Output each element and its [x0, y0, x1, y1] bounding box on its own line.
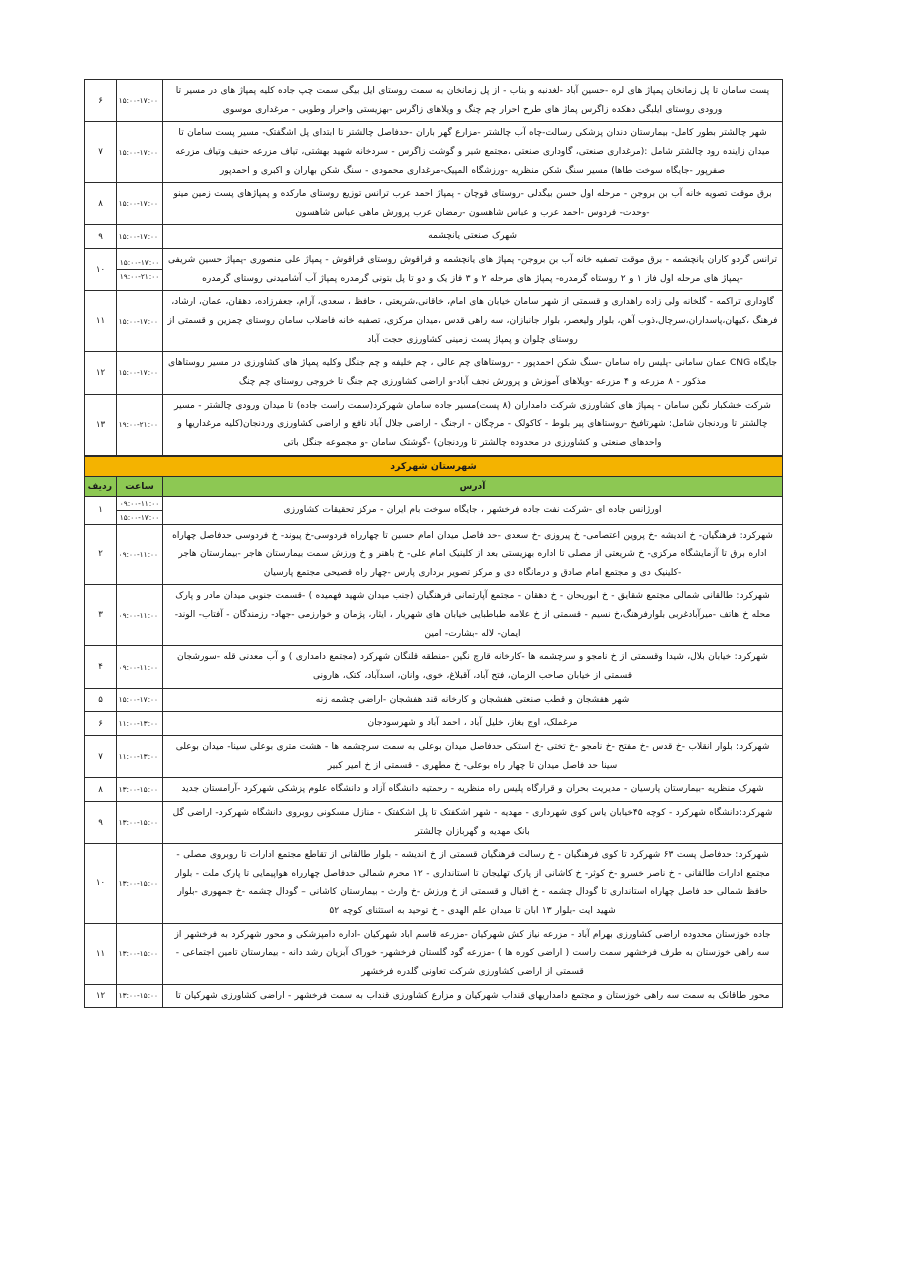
outage-address-cell: جایگاه CNG عمان سامانی -پلیس راه سامان -سنگ شکن احمدپور - -روستاهای چم عالی ، چم خلیفه و چم جنگل وکلیه پمپاژ های کشاورزی در مسیر روستاهای مذکور - ۸ مزرعه و ۴ مزرعه -ویلاهای آموزش و پرورش نجف آباد-و اراضی کشاورزی چم جنگ تا خروجی روستای چم چنگ — [163, 352, 783, 394]
outage-address-cell: شهرکرد: فرهنگیان- خ اندیشه -خ پروین اعتصامی- خ پیروزی -خ سعدی -حد فاصل میدان امام حسین تا چهارراه فردوسی-خ پیوند- خ فردوسی حدفاصل چهاراه اداره برق تا آزمایشگاه مرکزی- خ شریعتی از مصلی تا اداره بهزیستی بعد از کلینیک امام علی- خ باهنر و خ ورزش سمت بیمارستان هاجر -بیمارستان هاجر -کلینیک دی و مجتمع امام صادق و درمانگاه دی و مرکز تصویر برداری پارس -چهار راه قصیحی مجتمع پارسیان — [163, 524, 783, 585]
outage-address-cell: شرکت خشکبار نگین سامان - پمپاژ های کشاورزی شرکت دامداران (۸ پست)مسیر جاده سامان شهرکرد(سمت راست جاده) تا میدان ورودی چالشتر - مسیر چالشتر تا وردنجان شامل: شهرتافیخ -روستاهای پیر بلوط - کاکولک - مرچگان - ارجنگ - اراضی جلال آباد نافع و اراضی کشاورزی وردنجان(کلیه مرغداریها و واحدهای صنعتی و کشاورزی در محدوده چالشتر تا وردنجان) -گوشتک سامان -و مجموعه جنگل باتی — [163, 394, 783, 455]
outage-time-cell: ۱۱:۰۰-۱۳:۰۰ — [117, 735, 163, 777]
outage-address-cell: شهرک صنعتی یانچشمه — [163, 225, 783, 249]
outage-time-cell — [117, 249, 163, 291]
table-row — [85, 801, 783, 843]
outage-time-cell: ۱۳:۰۰-۱۵:۰۰ — [117, 844, 163, 924]
row-number-cell: ۴ — [85, 646, 117, 688]
outage-address-cell: شهر چالشتر بطور کامل- بیمارستان دندان پزشکی رسالت-چاه آب چالشتر -مزارع گهر باران -حدفاصل چالشتر تا ابتدای پل اشگفتک- مسیر پست سامان تا میدان زاینده رود چالشتر شامل :(مرغداری صنعتی، گاوداری صنعتی ،مجتمع شیر و گوشت زاگرس - سردخانه شهید بهشتی، تیاف مزرعه حنیف وتیاف مزرعه صفرپور -جایگاه سوخت طاها) مسیر سنگ شکن منظریه -ورزشگاه المپیک-مرغداری محمودی - سنگ شکن بهاران و اکبری و احمدپور — [163, 122, 783, 183]
table-row — [85, 352, 783, 394]
outage-time-cell: ۱۵:۰۰-۱۷:۰۰ — [117, 225, 163, 249]
schedule-table-container — [85, 79, 783, 1008]
outage-time-cell: ۱۳:۰۰-۱۵:۰۰ — [117, 923, 163, 984]
row-number-cell: ۵ — [85, 688, 117, 712]
outage-time-cell: ۱۵:۰۰-۱۷:۰۰ — [117, 183, 163, 225]
outage-address-cell: شهرکرد: طالقانی شمالی مجتمع شقایق - خ ابوریحان - خ دهقان - مجتمع آپارتمانی فرهنگیان (جنب میدان شهید فهمیده ) -قسمت جنوبی میدان مادر و پارک محله خ هاتف -میرآبادغربی بلوارفرهنگ،خ نسیم - قسمتی از خ علامه طباطبایی خیابان های شهریار ، ایثار، پژمان و خوارزمی -جهاد- رزمندگان - آفتاب- الوند- ایمان- لاله -بشارت- امین — [163, 585, 783, 646]
row-number-cell: ۱۰ — [85, 844, 117, 924]
row-number-cell: ۱۱ — [85, 923, 117, 984]
outage-address-cell: شهر هفشجان و قطب صنعتی هفشجان و کارخانه قند هفشجان -اراضی چشمه زنه — [163, 688, 783, 712]
row-number-cell: ۳ — [85, 585, 117, 646]
section-banner-row — [85, 456, 783, 477]
table-row — [85, 712, 783, 736]
row-number-cell: ۱۳ — [85, 394, 117, 455]
row-number-cell: ۷ — [85, 122, 117, 183]
table-row — [85, 735, 783, 777]
row-number-cell: ۹ — [85, 225, 117, 249]
table-row — [85, 688, 783, 712]
outage-address-cell: اورژانس جاده ای -شرکت نفت جاده فرخشهر ، جایگاه سوخت بام ایران - مرکز تحقیقات کشاورزی — [163, 496, 783, 524]
table-row — [85, 122, 783, 183]
outage-time-cell: ۱۵:۰۰-۱۷:۰۰ — [117, 122, 163, 183]
table-body — [85, 80, 783, 1008]
outage-address-cell: شهرکرد: حدفاصل پست ۶۳ شهرکرد تا کوی فرهنگیان - خ رسالت فرهنگیان قسمتی از خ اندیشه - بلوار طالقانی از تقاطع مجتمع ادارات تا روبروی مصلی - مجتمع ادارات طالقانی - خ ناصر خسرو -خ کوثر- خ کاشانی از پارک تهلیجان تا استانداری - ۱۲ محرم شمالی حدفاصل چهارراه هواپیمایی تا پارک ملت - بلوار حافظ شمالی حد فاصل چهاراه استانداری تا گودال چشمه - خ اقبال و قسمتی از خ ورزش -خ وارث - بیمارستان کاشانی – گودال چشمه -خ جمهوری -بلوار شهید ایت -بلوار ۱۳ ابان تا میدان علم الهدی - خ توحید به استثنای کوچه ۵۲ — [163, 844, 783, 924]
outage-time-slot: ۱۹:۰۰-۲۱:۰۰ — [117, 269, 162, 283]
outage-time-cell — [117, 496, 163, 524]
outage-time-cell: ۰۹:۰۰-۱۱:۰۰ — [117, 524, 163, 585]
table-row — [85, 394, 783, 455]
row-number-cell: ۱۰ — [85, 249, 117, 291]
outage-time-cell: ۰۹:۰۰-۱۱:۰۰ — [117, 646, 163, 688]
row-number-cell: ۸ — [85, 183, 117, 225]
outage-address-cell: جاده خوزستان محدوده اراضی کشاورزی بهرام آباد - مزرعه نیاز کش شهرکیان -مزرعه قاسم اباد شهرکیان -اداره دامپزشکی و محور شهرکرد به فرخشهر از سه راهی خوزستان به طرف فرخشهر سمت راست ( اراضی کوره ها ) -مزرعه گود گلستان فرخشهر- خوراک آبزیان رشد دانه - بیمارستان تامین اجتماعی - قسمتی از اراضی کشاورزی شرکت تعاونی گلدره فرخشهر — [163, 923, 783, 984]
outage-address-cell: محور طاقانک به سمت سه راهی خوزستان و مجتمع دامداریهای قنداب شهرکیان و مزارع کشاورزی قنداب به سمت فرخشهر - اراضی کشاورزی شهرکیان تا — [163, 984, 783, 1008]
outage-time-cell: ۱۵:۰۰-۱۷:۰۰ — [117, 80, 163, 122]
section-title: شهرستان شهرکرد — [85, 456, 783, 477]
row-number-cell: ۲ — [85, 524, 117, 585]
row-number-cell: ۱۱ — [85, 291, 117, 352]
outage-time-slot: ۱۵:۰۰-۱۷:۰۰ — [119, 258, 160, 268]
table-row — [85, 844, 783, 924]
row-number-cell: ۹ — [85, 801, 117, 843]
outage-address-cell: مرغملک، اوج بغاز، خلیل آباد ، احمد آباد و شهرسودجان — [163, 712, 783, 736]
row-number-cell: ۱۲ — [85, 984, 117, 1008]
outage-time-slot: ۰۹:۰۰-۱۱:۰۰ — [119, 498, 160, 508]
outage-time-cell: ۱۹:۰۰-۲۱:۰۰ — [117, 394, 163, 455]
column-header-row-number: ردیف — [85, 476, 117, 496]
row-number-cell: ۸ — [85, 778, 117, 802]
row-number-cell: ۱ — [85, 496, 117, 524]
table-row — [85, 80, 783, 122]
table-row — [85, 225, 783, 249]
column-header-address: آدرس — [163, 476, 783, 496]
outage-address-cell: شهرکرد: بلوار انقلاب -خ قدس -خ مفتح -خ نامجو -خ تختی -خ استکی حدفاصل میدان بوعلی به سمت سرچشمه ها - هشت متری بوعلی سینا- میدان بوعلی سینا حد فاصل میدان تا چهار راه بوعلی- خ مطهری - قسمتی از خ امیر کبیر — [163, 735, 783, 777]
table-row — [85, 249, 783, 291]
outage-time-cell: ۰۹:۰۰-۱۱:۰۰ — [117, 585, 163, 646]
outage-address-cell: گاوداری تراکمه - گلخانه ولی زاده راهداری و قسمتی از شهر سامان خیابان های امام، خاقانی،شریعتی ، حافظ ، سعدی، آرام، جعفرزاده، دهقان، عمان، ارشاد، فرهنگ ،کیهان،پاسداران،سرچال،ذوب آهن، بلوار ولیعصر، بلوار جانبازان، سه راهی قدس ،میدان مرکزی، تصفیه خانه فاضلاب سامان روستای چمزین و قسمتی از روستای چلوان و پمپاژ پست زمینی کشاورزی حجت آباد — [163, 291, 783, 352]
outage-time-cell: ۱۳:۰۰-۱۵:۰۰ — [117, 778, 163, 802]
table-row — [85, 524, 783, 585]
table-row — [85, 496, 783, 524]
outage-address-cell: برق موقت تصویه خانه آب بن بروجن - مرحله اول حسن بیگدلی -روستای قوچان - پمپاژ احمد عرب ترانس توزیع روستای مارکده و پمپاژهای پست زمین مینو -وحدت- فردوس -احمد عرب و عباس شاهسون -رمضان عرب پرورش ماهی عباس شاهسون — [163, 183, 783, 225]
table-row — [85, 183, 783, 225]
column-header-time: ساعت — [117, 476, 163, 496]
outage-schedule-table — [84, 79, 783, 1008]
outage-time-cell: ۱۵:۰۰-۱۷:۰۰ — [117, 352, 163, 394]
column-header-row — [85, 476, 783, 496]
row-number-cell: ۶ — [85, 80, 117, 122]
row-number-cell: ۷ — [85, 735, 117, 777]
outage-time-cell: ۱۵:۰۰-۱۷:۰۰ — [117, 688, 163, 712]
outage-time-cell: ۱۳:۰۰-۱۵:۰۰ — [117, 801, 163, 843]
table-row — [85, 923, 783, 984]
table-row — [85, 291, 783, 352]
outage-address-cell: ترانس گردو کاران یانچشمه - برق موقت تصفیه خانه آب بن بروجن- پمپاژ های یانچشمه و قراقوش روستای قراقوش - پمپاژ علی منصوری -پمپاژ حسین شریفی -پمپاژ های مرحله اول فاز ۱ و ۲ روستاه گرمدره- پمپاژ های مرحله ۲ و ۳ فاز یک و دو تا پل بتونی گرمدره پمپاژ آب آشامیدنی روستای گرمدره — [163, 249, 783, 291]
outage-time-cell: ۱۱:۰۰-۱۳:۰۰ — [117, 712, 163, 736]
table-row — [85, 646, 783, 688]
table-row — [85, 778, 783, 802]
outage-time-slot: ۱۵:۰۰-۱۷:۰۰ — [117, 510, 162, 524]
table-row — [85, 984, 783, 1008]
row-number-cell: ۱۲ — [85, 352, 117, 394]
outage-address-cell: پست سامان تا پل زمانخان پمپاژ های لره -حسین آباد -لغدنبه و بناب - از پل زمانخان به سمت روستای ایل بیگی سمت چپ جاده کلیه پمپاژ های در مسیر تا ورودی روستای ایلبگی دهکده زاگرس پماژ های طرح احرار چم چنگ و ویلاهای زاگرس -بهزیستی واحرار وطوبی - مرغداری موسوی — [163, 80, 783, 122]
outage-address-cell: شهرک منظریه -بیمارستان پارسیان - مدیریت بحران و قرارگاه پلیس راه منظریه - رحمتیه دانشگاه آزاد و دانشگاه علوم پزشکی شهرکرد -آرامستان جدید — [163, 778, 783, 802]
row-number-cell: ۶ — [85, 712, 117, 736]
outage-time-cell: ۱۵:۰۰-۱۷:۰۰ — [117, 291, 163, 352]
table-row — [85, 585, 783, 646]
outage-time-cell: ۱۳:۰۰-۱۵:۰۰ — [117, 984, 163, 1008]
outage-address-cell: شهرکرد:دانشگاه شهرکرد - کوچه ۴۵خیابان یاس کوی شهرداری - مهدیه - شهر اشکفتک تا پل اشکفتک - منازل مسکونی روبروی دانشگاه شهرکرد- اراضی گل بانک مهدیه و گهربازان چالشتر — [163, 801, 783, 843]
outage-address-cell: شهرکرد: خیابان بلال، شیدا وقسمتی از خ نامجو و سرچشمه ها -کارخانه قارچ نگین -منطقه قلنگان شهرکرد (مجتمع دامداری ) و آب معدنی قله -سورشجان قسمتی از خیابان صاحب الزمان، فتح آباد، آقبلاغ، خوی، وانان، اسدآباد، کتک، هارونی — [163, 646, 783, 688]
